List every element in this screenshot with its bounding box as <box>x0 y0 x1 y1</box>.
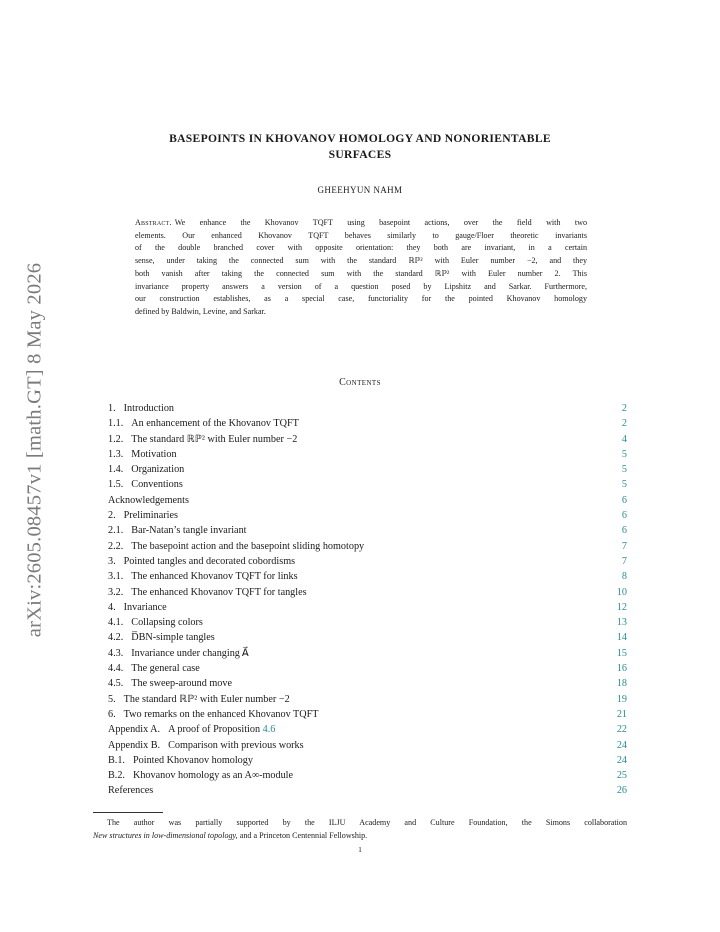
toc-section-title: The sweep-around move <box>131 678 232 690</box>
footnote-line-2: New structures in low-dimensional topology, and a Princeton Centennial Fellowship. <box>93 830 368 840</box>
toc-page-link[interactable]: 24 <box>616 754 627 766</box>
toc-section-number: 4.4. <box>108 663 124 675</box>
toc-entry[interactable] <box>108 600 167 615</box>
toc-row[interactable] <box>108 615 627 630</box>
toc-row[interactable] <box>108 753 627 768</box>
toc-page-link[interactable]: 5 <box>621 448 627 460</box>
toc-section-number: B.1. <box>108 754 125 766</box>
toc-row[interactable] <box>108 722 627 737</box>
toc-entry[interactable] <box>108 707 319 722</box>
toc-entry[interactable] <box>108 569 298 584</box>
table-of-contents <box>108 401 627 799</box>
toc-entry[interactable] <box>108 447 177 462</box>
toc-row[interactable] <box>108 462 627 477</box>
toc-section-number: 4. <box>108 601 116 613</box>
toc-section-title: Organization <box>131 464 185 476</box>
toc-row[interactable] <box>108 477 627 492</box>
toc-entry[interactable] <box>108 630 215 645</box>
toc-section-title: A proof of Proposition <box>168 724 263 736</box>
author-name: GHEEHYUN NAHM <box>317 185 403 195</box>
toc-entry[interactable] <box>108 676 232 691</box>
footnote-rule <box>93 812 163 813</box>
toc-section-number: 1.4. <box>108 464 124 476</box>
abstract-heading: Abstract. <box>135 218 172 227</box>
toc-row[interactable] <box>108 493 627 508</box>
toc-section-number: 4.2. <box>108 632 124 644</box>
toc-section-title: Khovanov homology as an A∞-module <box>132 770 294 782</box>
toc-entry[interactable] <box>108 493 189 508</box>
toc-section-number: Appendix A. <box>108 724 161 736</box>
toc-section-title: Preliminaries <box>123 510 178 522</box>
toc-entry[interactable] <box>108 738 304 753</box>
abstract-line: invariance property answers a version of a question posed by Lipshitz and Sarkar. Furthermore, <box>135 281 587 291</box>
toc-page-link[interactable]: 6 <box>621 510 627 522</box>
toc-section-title: Two remarks on the enhanced Khovanov TQFT <box>123 708 319 720</box>
toc-row[interactable] <box>108 554 627 569</box>
toc-section-title: Invariance under changing A⃗ <box>131 647 249 659</box>
toc-section-number: 4.1. <box>108 617 124 629</box>
toc-row[interactable] <box>108 630 627 645</box>
toc-page-link[interactable]: 8 <box>621 571 627 583</box>
toc-section-title: D̅BN-simple tangles <box>131 632 215 644</box>
toc-page-link[interactable]: 7 <box>621 555 627 567</box>
toc-section-title: Acknowledgements <box>108 494 189 506</box>
footnote-line-1: The author was partially supported by the ILJU Academy and Culture Foundation, the Simons collaboration <box>107 818 627 827</box>
toc-section-title: Collapsing colors <box>131 617 203 629</box>
arxiv-identifier-stamp <box>20 245 50 655</box>
toc-page-link[interactable]: 16 <box>616 663 627 675</box>
toc-page-link[interactable]: 2 <box>621 418 627 430</box>
toc-section-title: Introduction <box>123 403 175 414</box>
toc-page-link[interactable]: 5 <box>621 479 627 491</box>
toc-section-number: 4.3. <box>108 647 124 659</box>
toc-row[interactable] <box>108 692 627 707</box>
toc-row[interactable] <box>108 585 627 600</box>
toc-entry[interactable] <box>108 401 174 416</box>
contents-heading: Contents <box>339 377 381 388</box>
toc-section-number: 1.1. <box>108 418 124 430</box>
toc-section-title: Bar-Natan’s tangle invariant <box>131 525 247 537</box>
toc-section-title: Pointed Khovanov homology <box>132 754 253 766</box>
toc-page-link[interactable]: 21 <box>616 708 627 720</box>
toc-section-number: 3.1. <box>108 571 124 583</box>
toc-page-link[interactable]: 12 <box>616 601 627 613</box>
abstract-line: both vanish after taking the connected sum with the standard ℝℙ² with Euler number 2. This <box>135 268 587 278</box>
toc-section-title: The standard ℝℙ² with Euler number −2 <box>123 693 290 705</box>
toc-entry[interactable] <box>108 416 299 431</box>
toc-section-number: 3.2. <box>108 586 124 598</box>
toc-row[interactable] <box>108 600 627 615</box>
toc-entry[interactable] <box>108 768 293 783</box>
toc-entry[interactable] <box>108 646 249 661</box>
toc-row[interactable] <box>108 569 627 584</box>
toc-row[interactable] <box>108 768 627 783</box>
toc-entry[interactable] <box>108 585 307 600</box>
abstract-line: our construction establishes, as a special case, functoriality for the pointed Khovanov homology <box>135 294 587 304</box>
toc-section-number: 4.5. <box>108 678 124 690</box>
toc-section-number: B.2. <box>108 770 125 782</box>
toc-entry[interactable] <box>108 523 247 538</box>
toc-page-link[interactable]: 15 <box>616 647 627 659</box>
toc-entry[interactable] <box>108 508 178 523</box>
toc-row[interactable] <box>108 447 627 462</box>
toc-entry[interactable] <box>108 432 297 447</box>
toc-page-link[interactable]: 18 <box>616 678 627 690</box>
toc-row[interactable] <box>108 432 627 447</box>
toc-section-title: The enhanced Khovanov TQFT for tangles <box>131 586 307 598</box>
toc-row[interactable] <box>108 738 627 753</box>
toc-row[interactable] <box>108 508 627 523</box>
toc-page-link[interactable]: 10 <box>616 586 627 598</box>
paper-title-line-1: BASEPOINTS IN KHOVANOV HOMOLOGY AND NONORIENTABLE <box>169 132 551 145</box>
toc-row[interactable] <box>108 676 627 691</box>
toc-section-title: References <box>108 785 154 797</box>
toc-section-title: Invariance <box>123 601 167 613</box>
toc-row[interactable] <box>108 707 627 722</box>
toc-page-link[interactable]: 26 <box>616 785 627 797</box>
toc-page-link[interactable]: 19 <box>616 693 627 705</box>
toc-entry[interactable] <box>108 539 364 554</box>
abstract-line: Abstract. We enhance the Khovanov TQFT using basepoint actions, over the field with two <box>135 218 587 227</box>
toc-page-link[interactable]: 24 <box>616 739 627 751</box>
toc-page-link[interactable]: 13 <box>616 617 627 629</box>
toc-section-number: 6. <box>108 708 116 720</box>
toc-cross-reference-link[interactable]: 4.6 <box>262 724 276 736</box>
toc-section-number: 1.5. <box>108 479 124 491</box>
toc-entry[interactable] <box>108 615 203 630</box>
toc-entry[interactable] <box>108 783 153 798</box>
abstract-line: defined by Baldwin, Levine, and Sarkar. <box>135 306 266 316</box>
toc-section-number: 2. <box>108 510 116 522</box>
toc-section-number: 5. <box>108 693 116 705</box>
paper-title <box>110 131 610 163</box>
toc-section-title: The basepoint action and the basepoint sliding homotopy <box>131 540 365 552</box>
toc-section-title: The general case <box>131 663 200 675</box>
abstract-line: elements. Our enhanced Khovanov TQFT behaves similarly to gauge/Floer theoretic invariants <box>135 230 587 240</box>
toc-section-title: The enhanced Khovanov TQFT for links <box>131 571 298 583</box>
page-number: 1 <box>358 845 362 854</box>
arxiv-identifier-text: arXiv:2605.08457v1 [math.GT] 8 May 2026 <box>23 262 46 638</box>
toc-section-title: An enhancement of the Khovanov TQFT <box>131 418 299 430</box>
toc-section-title: Comparison with previous works <box>168 739 304 751</box>
toc-page-link[interactable]: 6 <box>621 525 627 537</box>
toc-section-number: 2.2. <box>108 540 124 552</box>
toc-page-link[interactable]: 2 <box>621 403 627 414</box>
toc-row[interactable] <box>108 661 627 676</box>
funding-footnote <box>93 817 627 842</box>
abstract <box>135 217 587 319</box>
toc-page-link[interactable]: 7 <box>621 540 627 552</box>
toc-section-number: 2.1. <box>108 525 124 537</box>
toc-entry[interactable] <box>108 462 184 477</box>
toc-entry[interactable] <box>108 477 183 492</box>
toc-row[interactable] <box>108 401 627 416</box>
toc-section-title: Pointed tangles and decorated cobordisms <box>123 555 296 567</box>
toc-page-link[interactable]: 22 <box>616 724 627 736</box>
toc-row[interactable] <box>108 783 627 798</box>
toc-page-link[interactable]: 4 <box>621 433 627 445</box>
toc-row[interactable] <box>108 539 627 554</box>
collaboration-name: New structures in low-dimensional topology, <box>93 830 238 840</box>
abstract-line: sense, under taking the connected sum with the standard ℝℙ² with Euler number −2, and they <box>135 256 587 266</box>
abstract-line: of the double branched cover with opposite orientation: they both are invariant, in a certain <box>135 243 587 253</box>
toc-entry[interactable] <box>108 554 295 569</box>
toc-section-number: 1. <box>108 403 116 414</box>
toc-section-number: 1.2. <box>108 433 124 445</box>
toc-section-title: Motivation <box>131 448 177 460</box>
toc-row[interactable] <box>108 523 627 538</box>
toc-section-title: The standard ℝℙ² with Euler number −2 <box>131 433 298 445</box>
toc-section-number: 3. <box>108 555 116 567</box>
toc-entry[interactable] <box>108 661 200 676</box>
toc-entry[interactable] <box>108 722 275 737</box>
paper-title-line-2: SURFACES <box>328 148 392 161</box>
toc-section-title: Conventions <box>131 479 183 491</box>
toc-page-link[interactable]: 5 <box>621 464 627 476</box>
toc-entry[interactable] <box>108 692 290 707</box>
toc-row[interactable] <box>108 416 627 431</box>
toc-entry[interactable] <box>108 753 253 768</box>
toc-page-link[interactable]: 14 <box>616 632 627 644</box>
toc-section-number: Appendix B. <box>108 739 161 751</box>
toc-row[interactable] <box>108 646 627 661</box>
toc-page-link[interactable]: 25 <box>616 770 627 782</box>
toc-page-link[interactable]: 6 <box>621 494 627 506</box>
toc-section-number: 1.3. <box>108 448 124 460</box>
